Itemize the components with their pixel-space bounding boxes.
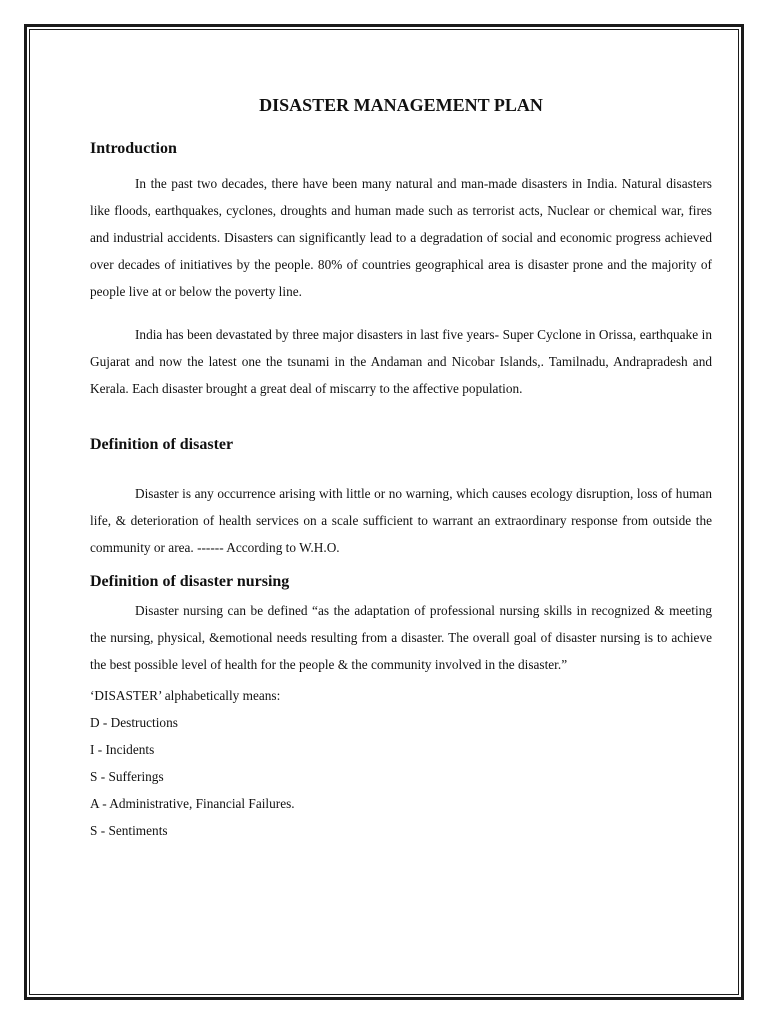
acronym-item: S - Sentiments xyxy=(90,823,168,838)
document-body xyxy=(90,92,712,844)
definition-of-disaster-paragraph: Disaster is any occurrence arising with little or no warning, which causes ecology disruption, loss of human life, & deterioration of health services on a scale sufficient to warrant an extraordinary response from outside the community or area. ------ According to W.H.O. xyxy=(90,486,712,555)
document-title: DISASTER MANAGEMENT PLAN xyxy=(259,95,543,115)
acronym-list xyxy=(90,709,712,844)
acronym-item: A - Administrative, Financial Failures. xyxy=(90,796,295,811)
heading-definition-of-disaster: Definition of disaster xyxy=(90,436,234,453)
introduction-paragraph-2: India has been devastated by three major disasters in last five years- Super Cyclone in Orissa, earthquake in Gujarat and now the latest one the tsunami in the Andaman and Nicobar Islands,. Tamilnadu, Andrapradesh and Kerala. Each disaster brought a great deal of miscarry to the affective population. xyxy=(90,327,712,396)
definition-of-disaster-nursing-paragraph: Disaster nursing can be defined “as the adaptation of professional nursing skills in recognized & meeting the nursing, physical, &emotional needs resulting from a disaster. The overall goal of disaster nursing is to achieve the best possible level of health for the people & the community involved in the disaster.” xyxy=(90,603,712,672)
acronym-item: S - Sufferings xyxy=(90,769,164,784)
heading-introduction: Introduction xyxy=(90,140,177,157)
heading-definition-of-disaster-nursing: Definition of disaster nursing xyxy=(90,573,290,590)
acronym-intro: ‘DISASTER’ alphabetically means: xyxy=(90,688,281,703)
acronym-item: I - Incidents xyxy=(90,742,155,757)
introduction-paragraph-1: In the past two decades, there have been many natural and man-made disasters in India. Natural disasters like floods, earthquakes, cyclones, droughts and human made such as terrorist acts, Nuclear or chemical war, fires and industrial accidents. Disasters can significantly lead to a degradation of social and economic progress achieved over decades of initiatives by the people. 80% of countries geographical area is disaster prone and the majority of people live at or below the poverty line. xyxy=(90,176,712,299)
acronym-item: D - Destructions xyxy=(90,715,178,730)
